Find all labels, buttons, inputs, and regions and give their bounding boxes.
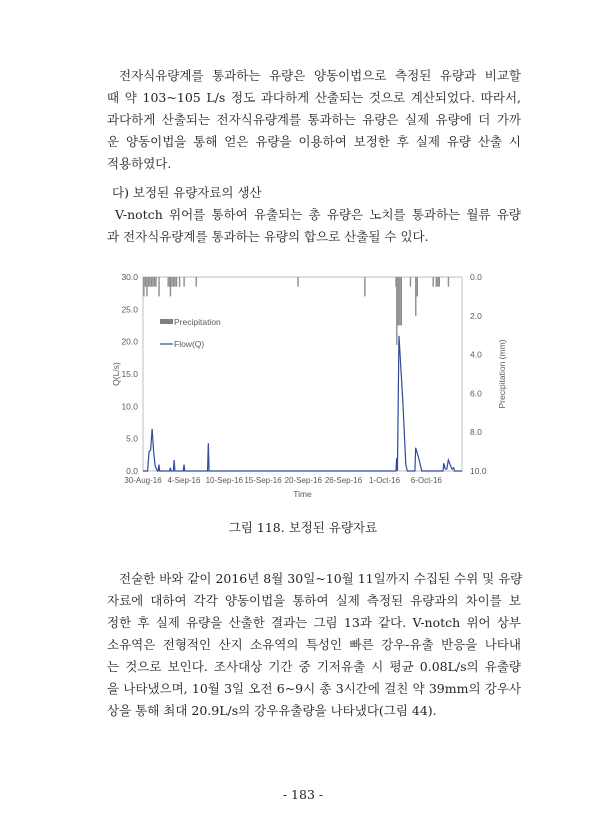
precip-bar <box>297 277 298 287</box>
precip-bar <box>433 277 434 287</box>
y2-tick-label: 8.0 <box>470 427 482 438</box>
precip-bar <box>154 277 155 287</box>
text-line: 운 양동이법을 통해 얻은 유량을 이용하여 보정한 후 실제 유량 산출 시 <box>107 134 521 149</box>
precip-bar <box>364 277 365 296</box>
y-tick-label: 25.0 <box>121 304 138 315</box>
section-heading: 다) 보정된 유량자료의 생산 <box>112 185 262 200</box>
x-tick-label: 30-Aug-16 <box>124 476 162 485</box>
y2-tick-label: 0.0 <box>470 272 482 282</box>
precip-bar <box>437 277 438 287</box>
text-line: 자료에 대하여 각각 양동이법을 통하여 실제 측정된 유량과의 차이를 보 <box>107 593 521 608</box>
precip-bar <box>149 277 150 287</box>
precip-bar <box>174 277 175 287</box>
page-number: - 183 - <box>282 787 324 802</box>
precip-bar <box>170 277 171 296</box>
text-line: 정한 후 실제 유량을 산출한 결과는 그림 13과 같다. V-notch 위어 상부 <box>107 615 521 630</box>
precip-bar <box>155 277 156 287</box>
precip-bar <box>179 277 180 287</box>
y2-tick-label: 6.0 <box>470 388 482 399</box>
x-tick-label: 15-Sep-16 <box>244 476 282 485</box>
precip-bar <box>183 277 184 287</box>
precip-bar <box>173 277 174 287</box>
precip-bar <box>158 277 159 296</box>
precip-bar <box>396 277 397 345</box>
precip-bar <box>398 277 399 326</box>
precip-bar <box>167 277 168 287</box>
precip-bar <box>146 277 147 296</box>
x-tick-label: 10-Sep-16 <box>205 476 243 485</box>
y-tick-label: 5.0 <box>126 433 138 444</box>
flow-chart <box>105 265 515 510</box>
plot-border <box>143 277 462 471</box>
precip-bar <box>415 277 416 316</box>
precip-bar <box>145 277 146 287</box>
precip-bar <box>171 277 172 287</box>
text-line: 을 나타냈으며, 10월 3일 오전 6~9시 총 3시간에 걸친 약 39mm의 강우사 <box>107 681 521 696</box>
precip-bar <box>151 277 152 287</box>
precip-bar <box>152 277 153 287</box>
precip-bar <box>410 277 411 287</box>
text-line: 는 것으로 보인다. 조사대상 기간 중 기저유출 시 평균 0.08L/s의 유출량 <box>107 659 521 674</box>
precip-bar <box>399 277 400 326</box>
text-line: 전술한 바와 같이 2016년 8월 30일~10월 11일까지 수집된 수위 및 유량 <box>119 571 523 586</box>
precip-bar <box>401 277 402 326</box>
y2-axis-label: Precipitation (mm) <box>497 339 507 409</box>
y-tick-label: 10.0 <box>121 401 138 412</box>
text-line: 과 전자식유량계를 통과하는 유량의 합으로 산출될 수 있다. <box>107 229 429 244</box>
x-axis-label: Time <box>293 489 312 499</box>
y-tick-label: 15.0 <box>121 369 138 379</box>
text-line: 전자식유량계를 통과하는 유량은 양동이법으로 측정된 유량과 비교할 <box>119 68 521 83</box>
precip-bar <box>439 277 440 287</box>
y2-tick-label: 10.0 <box>470 466 487 476</box>
legend-precip-label: Precipitation <box>174 317 221 327</box>
legend-precip-swatch <box>160 319 173 324</box>
x-tick-label: 6-Oct-16 <box>410 476 442 485</box>
precip-bar <box>176 277 177 287</box>
text-line: 과다하게 산출되는 전자식유량계를 통과하는 유량은 실제 유량에 더 가까 <box>107 112 521 127</box>
y-tick-label: 20.0 <box>121 336 138 347</box>
precip-bar <box>148 277 149 287</box>
x-tick-label: 1-Oct-16 <box>368 476 401 485</box>
figure-caption: 그림 118. 보정된 유량자료 <box>228 520 378 535</box>
y-tick-label: 0.0 <box>126 466 138 476</box>
precip-bar <box>143 277 144 296</box>
precip-bar <box>436 277 437 287</box>
text-line: 소유역은 전형적인 산지 소유역의 특성인 빠른 강우-유출 반응을 나타내 <box>107 637 521 652</box>
x-tick-label: 26-Sep-16 <box>324 476 363 485</box>
y2-tick-label: 4.0 <box>470 349 482 360</box>
y-tick-label: 30.0 <box>121 272 138 282</box>
precip-bar <box>417 277 418 296</box>
precip-bar <box>448 277 449 287</box>
x-tick-label: 4-Sep-16 <box>167 476 201 485</box>
legend-flow-label: Flow(Q) <box>174 339 205 349</box>
x-tick-label: 20-Sep-16 <box>284 476 322 485</box>
y-axis-label: Q(L/s) <box>111 362 121 386</box>
text-line: V-notch 위어를 통하여 유출되는 총 유량은 노치를 통과하는 월류 유량 <box>115 207 521 222</box>
text-line: 상을 통해 최대 20.9L/s의 강우유출량을 나타냈다(그림 44). <box>107 703 437 718</box>
text-line: 때 약 103~105 L/s 정도 과다하게 산출되는 것으로 계산되었다. 따라서, <box>107 90 521 105</box>
y2-tick-label: 2.0 <box>470 310 482 321</box>
text-line: 적용하였다. <box>107 156 172 171</box>
flow-line <box>143 336 462 471</box>
precip-bar <box>196 277 197 287</box>
